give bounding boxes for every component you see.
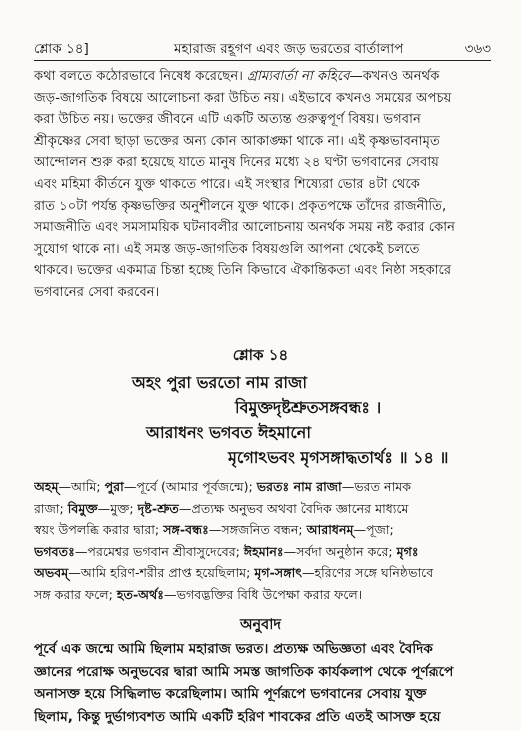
purport-line: থাকবে। ভক্তের একমাত্র চিন্তা হচ্ছে তিনি কিভাবে ঐকান্তিকতা এবং নিষ্ঠা সহকারে: [34, 263, 452, 279]
purport-line: জড়-জাগতিক বিষয়ে আলোচনা করা উচিত নয়। এইভাবে কখনও সময়ের অপচয়: [34, 90, 452, 106]
translation-line: অনাসক্ত হয়ে সিদ্ধিলাভ করেছিলাম। আমি পূর্ণরূপে ভগবানের সেবায় যুক্ত: [34, 686, 427, 702]
page-number: ৩৬৩: [464, 41, 491, 57]
header-chapter-title: মহারাজ রহূগণ এবং জড় ভরতের বার্তালাপ: [174, 41, 404, 57]
purport-line: শ্রীকৃষ্ণের সেবা ছাড়া ভক্তের অন্য কোন আকাঙ্ক্ষা থাকে না। এই কৃষ্ণভাবনামৃত: [34, 133, 440, 149]
purport-line: করা উচিত নয়। ভক্তের জীবনে এটি একটি অত্যন্ত গুরুত্বপূর্ণ বিষয়। ভগবান: [34, 112, 421, 128]
verse-line-4: মৃগোঽভবং মৃগসঙ্গাদ্ধতার্থঃ ॥ ১৪ ॥: [228, 448, 449, 467]
purport-line: এবং মহিমা কীর্তনে যুক্ত থাকতে পারে। এই সংস্থার শিষ্যেরা ভোর ৪টা থেকে: [34, 176, 421, 192]
verse-line-2: বিমুক্তদৃষ্টশ্রুতসঙ্গবন্ধঃ ।: [235, 398, 382, 417]
quoted-instruction: গ্রাম্যবার্তা না কহিবে: [247, 69, 350, 84]
running-header: [34, 36, 491, 61]
synonym-line: অহম্—আমি; পুরা—পূর্বে (আমার পূর্বজন্মে); ভরতঃ নাম রাজা—ভরত নামক: [34, 479, 412, 494]
synonym-line: ভগবতঃ—পরমেশ্বর ভগবান শ্রীবাসুদেবের; ঈহমানঃ—সর্বদা অনুষ্ঠান করে; মৃগঃ: [34, 543, 419, 559]
translation-paragraph: [34, 638, 491, 728]
translation-line: জ্ঞানের পরোক্ষ অনুভবের দ্বারা আমি সমস্ত জাগতিক কার্যকলাপ থেকে পূর্ণরূপে: [34, 663, 454, 680]
translation-line: ছিলাম, কিন্তু দুর্ভাগ্যবশত আমি একটি হরিণ শাবকের প্রতি এতই আসক্ত হয়ে: [34, 708, 441, 725]
header-verse-ref: শ্লোক ১৪]: [34, 41, 89, 57]
purport-line: কথা বলতে কঠোরভাবে নিষেধ করেছেন। গ্রাম্যবার্তা না কহিবে—কখনও অনর্থক: [34, 69, 440, 84]
translation-title: অনুবাদ: [239, 617, 282, 633]
verse-title: শ্লোক ১৪: [232, 346, 289, 364]
purport-paragraph: [34, 66, 491, 304]
purport-line: ভগবানের সেবা করবেন।: [34, 284, 160, 300]
verse-line-3: আরাধনং ভগবত ঈহমানো: [146, 423, 311, 442]
synonym-line: সঙ্গ করার ফলে; হত-অর্থঃ—ভগবদ্ভক্তির বিধি উপেক্ষা করার ফলে।: [34, 586, 363, 602]
synonym-line: অভবম্—আমি হরিণ-শরীর প্রাপ্ত হয়েছিলাম; মৃগ-সঙ্গাৎ—হরিণের সঙ্গে ঘনিষ্ঠভাবে: [34, 565, 434, 580]
purport-line: রাত ১০টা পর্যন্ত কৃষ্ণভক্তির অনুশীলনে যুক্ত থাকে। প্রকৃতপক্ষে তাঁদের রাজনীতি,: [34, 198, 447, 214]
purport-line: আন্দোলন শুরু করা হয়েছে যাতে মানুষ দিনের মধ্যে ২৪ ঘণ্টা ভগবানের সেবায়: [34, 155, 439, 171]
translation-line: পূর্বে এক জন্মে আমি ছিলাম মহারাজ ভরত। প্রত্যক্ষ অভিজ্ঞতা এবং বৈদিক: [34, 641, 433, 657]
synonyms-block: [34, 476, 491, 605]
verse-line-1: অহং পুরা ভরতো নাম রাজা: [132, 373, 307, 392]
purport-line: সমাজনীতি এবং সমসাময়িক ঘটনাবলীর আলোচনায় অনর্থক সময় নষ্ট করার কোন: [34, 220, 456, 236]
synonym-line: রাজা; বিমুক্ত—মুক্ত; দৃষ্ট-শ্রুত—প্রত্যক্ষ অনুভব অথবা বৈদিক জ্ঞানের মাধ্যমে: [34, 500, 409, 516]
synonym-line: স্বয়ং উপলব্ধি করার দ্বারা; সঙ্গ-বন্ধঃ—সঙ্গজনিত বন্ধন; আরাধনম্—পূজা;: [34, 522, 394, 537]
purport-line: সুযোগ থাকে না। এই সমস্ত জড়-জাগতিক বিষয়গুলি আপনা থেকেই চলতে: [34, 241, 420, 257]
